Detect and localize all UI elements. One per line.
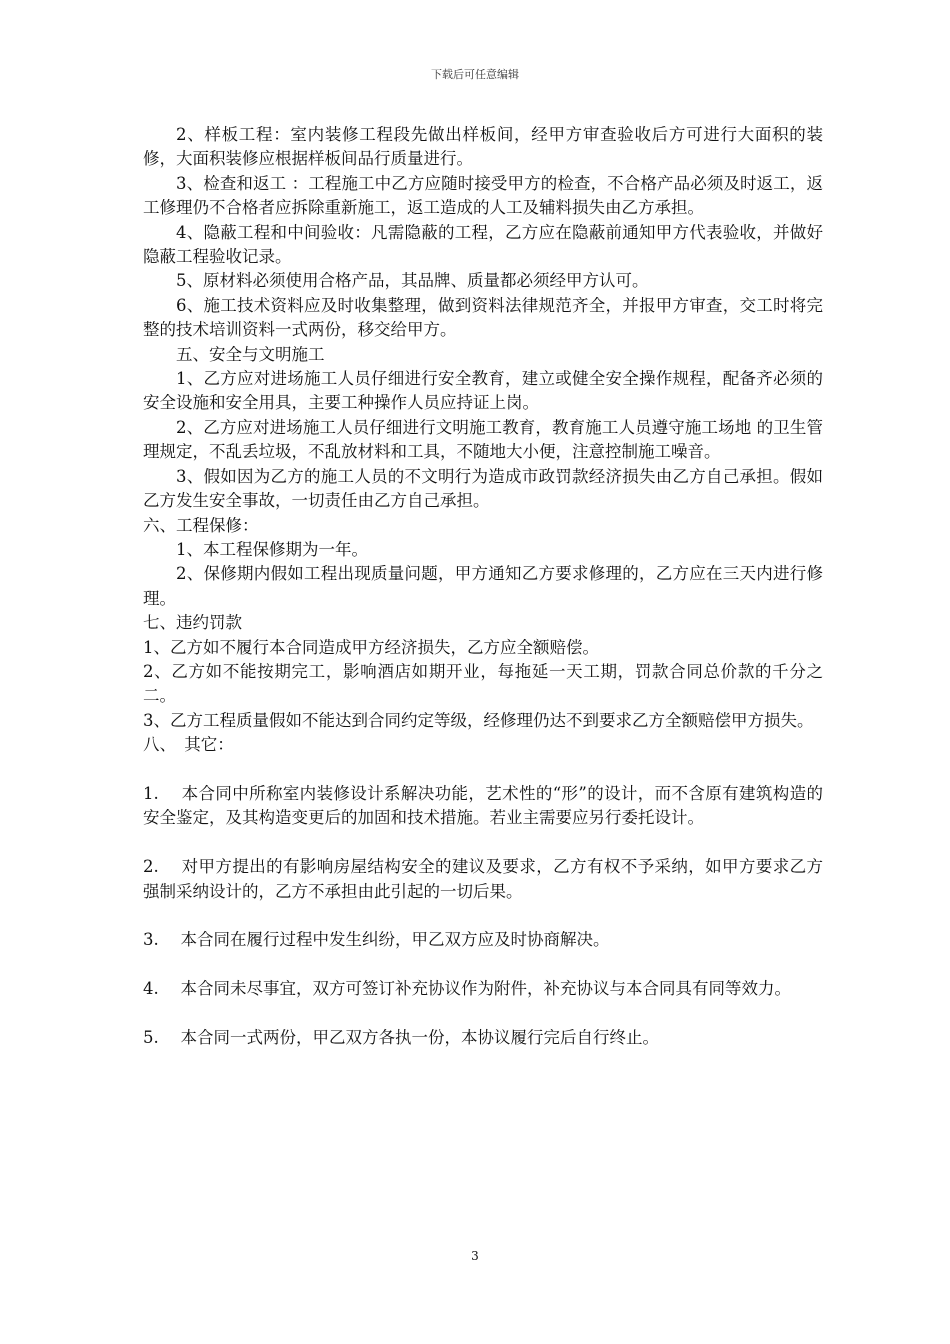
clause-paragraph: 1、乙方如不履行本合同造成甲方经济损失，乙方应全额赔偿。 [143, 637, 599, 657]
clause-paragraph: 4. 本合同未尽事宜，双方可签订补充协议作为附件，补充协议与本合同具有同等效力。 [143, 979, 791, 999]
clause-paragraph: 4、隐蔽工程和中间验收：凡需隐蔽的工程，乙方应在隐蔽前通知甲方代表验收，并做好隐蔽工程验收记录。 [143, 222, 823, 267]
clause-paragraph: 1、乙方应对进场施工人员仔细进行安全教育，建立或健全安全操作规程，配备齐必须的安全设施和安全用具，主要工种操作人员应持证上岗。 [143, 369, 823, 413]
clause-paragraph: 3、假如因为乙方的施工人员的不文明行为造成市政罚款经济损失由乙方自己承担。假如乙方发生安全事故，一切责任由乙方自己承担。 [143, 466, 823, 511]
page-header: 下载后可任意编辑 [431, 68, 519, 81]
clause-paragraph: 2、乙方应对进场施工人员仔细进行文明施工教育，教育施工人员遵守施工场地 的卫生管理规定，不乱丢垃圾，不乱放材料和工具，不随地大小便，注意控制施工噪音。 [143, 417, 823, 462]
clause-paragraph: 2、样板工程：室内装修工程段先做出样板间，经甲方审查验收后方可进行大面积的装修，大面积装修应根据样板间品行质量进行。 [143, 125, 823, 169]
clause-paragraph: 1. 本合同中所称室内装修设计系解决功能，艺术性的“形”的设计，而不含原有建筑构造的安全鉴定，及其构造变更后的加固和技术措施。若业主需要应另行委托设计。 [143, 783, 823, 828]
spacer [143, 831, 823, 855]
section-heading: 八、 其它： [143, 735, 234, 755]
clause-paragraph: 3、乙方工程质量假如不能达到合同约定等级，经修理仍达不到要求乙方全额赔偿甲方损失。 [143, 710, 814, 730]
clause-paragraph: 3. 本合同在履行过程中发生纠纷，甲乙双方应及时协商解决。 [143, 930, 610, 950]
clause-paragraph: 5、原材料必须使用合格产品，其品牌、质量都必须经甲方认可。 [176, 271, 649, 291]
page-number: 3 [471, 1249, 479, 1263]
spacer [143, 953, 823, 977]
section-heading: 五、安全与文明施工 [176, 344, 325, 364]
clause-paragraph: 2、保修期内假如工程出现质量问题，甲方通知乙方要求修理的，乙方应在三天内进行修理。 [143, 564, 823, 608]
spacer [143, 758, 823, 782]
clause-paragraph: 1、本工程保修期为一年。 [176, 539, 368, 559]
clause-paragraph: 2. 对甲方提出的有影响房屋结构安全的建议及要求，乙方有权不予采纳，如甲方要求乙方强制采纳设计的，乙方不承担由此引起的一切后果。 [143, 857, 823, 901]
spacer [143, 1002, 823, 1026]
clause-paragraph: 2、乙方如不能按期完工，影响酒店如期开业，每拖延一天工期，罚款合同总价款的千分之二。 [143, 661, 823, 706]
clause-paragraph: 3、检查和返工 ：工程施工中乙方应随时接受甲方的检查，不合格产品必须及时返工，返工修理仍不合格者应拆除重新施工，返工造成的人工及辅料损失由乙方承担。 [143, 173, 823, 218]
document-body [143, 123, 823, 1050]
clause-paragraph: 6、施工技术资料应及时收集整理，做到资料法律规范齐全，并报甲方审查，交工时将完整的技术培训资料一式两份，移交给甲方。 [143, 295, 823, 340]
section-heading: 六、工程保修： [143, 515, 259, 535]
section-heading: 七、违约罚款 [143, 613, 242, 633]
spacer [143, 904, 823, 928]
clause-paragraph: 5. 本合同一式两份，甲乙双方各执一份，本协议履行完后自行终止。 [143, 1027, 659, 1047]
